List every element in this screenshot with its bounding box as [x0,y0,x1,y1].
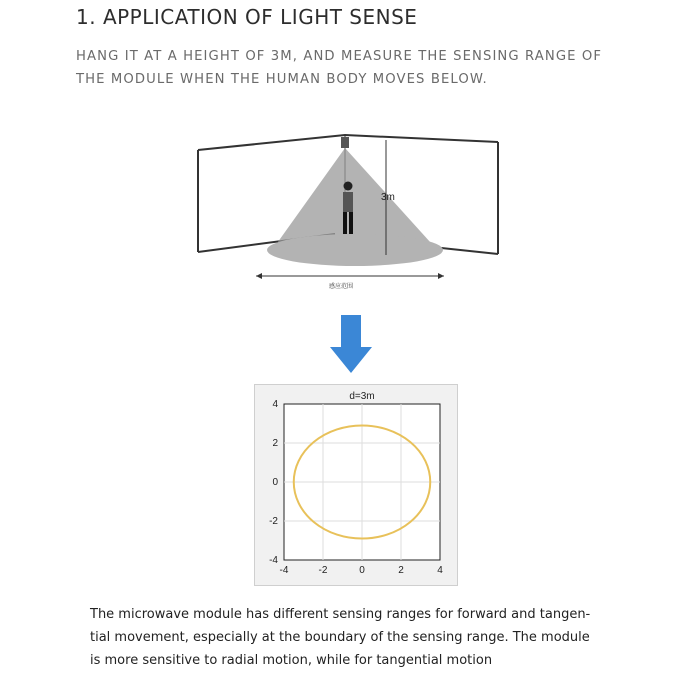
room-sensing-illustration [180,120,520,295]
x-tick-label: -2 [318,565,328,576]
y-tick-label: -2 [269,516,278,527]
sensing-floor-area [267,234,443,266]
y-tick-label: 4 [272,399,278,410]
subtitle-line-1: HANG IT AT A HEIGHT OF 3M, AND MEASURE THE SENSING RANGE OF [76,49,603,64]
x-tick-label: 4 [437,565,443,576]
x-tick-label: -4 [279,565,289,576]
range-label: 感应范围 [329,283,354,290]
y-tick-label: -4 [269,555,278,566]
height-label: 3m [381,192,395,203]
x-tick-label: 2 [398,565,404,576]
sensor-device [341,137,349,148]
caption-line-3: is more sensitive to radial motion, while for tangential motion [90,653,493,668]
section-title: 1. APPLICATION OF LIGHT SENSE [76,5,418,29]
down-arrow-icon [330,315,372,373]
y-tick-label: 0 [272,477,278,488]
sensing-range-plot [254,384,458,586]
caption-paragraph [90,603,650,672]
section-subtitle [76,45,636,91]
y-tick-label: 2 [272,438,278,449]
subtitle-line-2: THE MODULE WHEN THE HUMAN BODY MOVES BELOW. [76,72,488,87]
caption-line-2: tial movement, especially at the boundary of the sensing range. The module [90,630,590,645]
caption-line-1: The microwave module has different sensing ranges for forward and tangen- [90,607,591,622]
x-tick-label: 0 [359,565,365,576]
plot-title: d=3m [349,391,375,402]
